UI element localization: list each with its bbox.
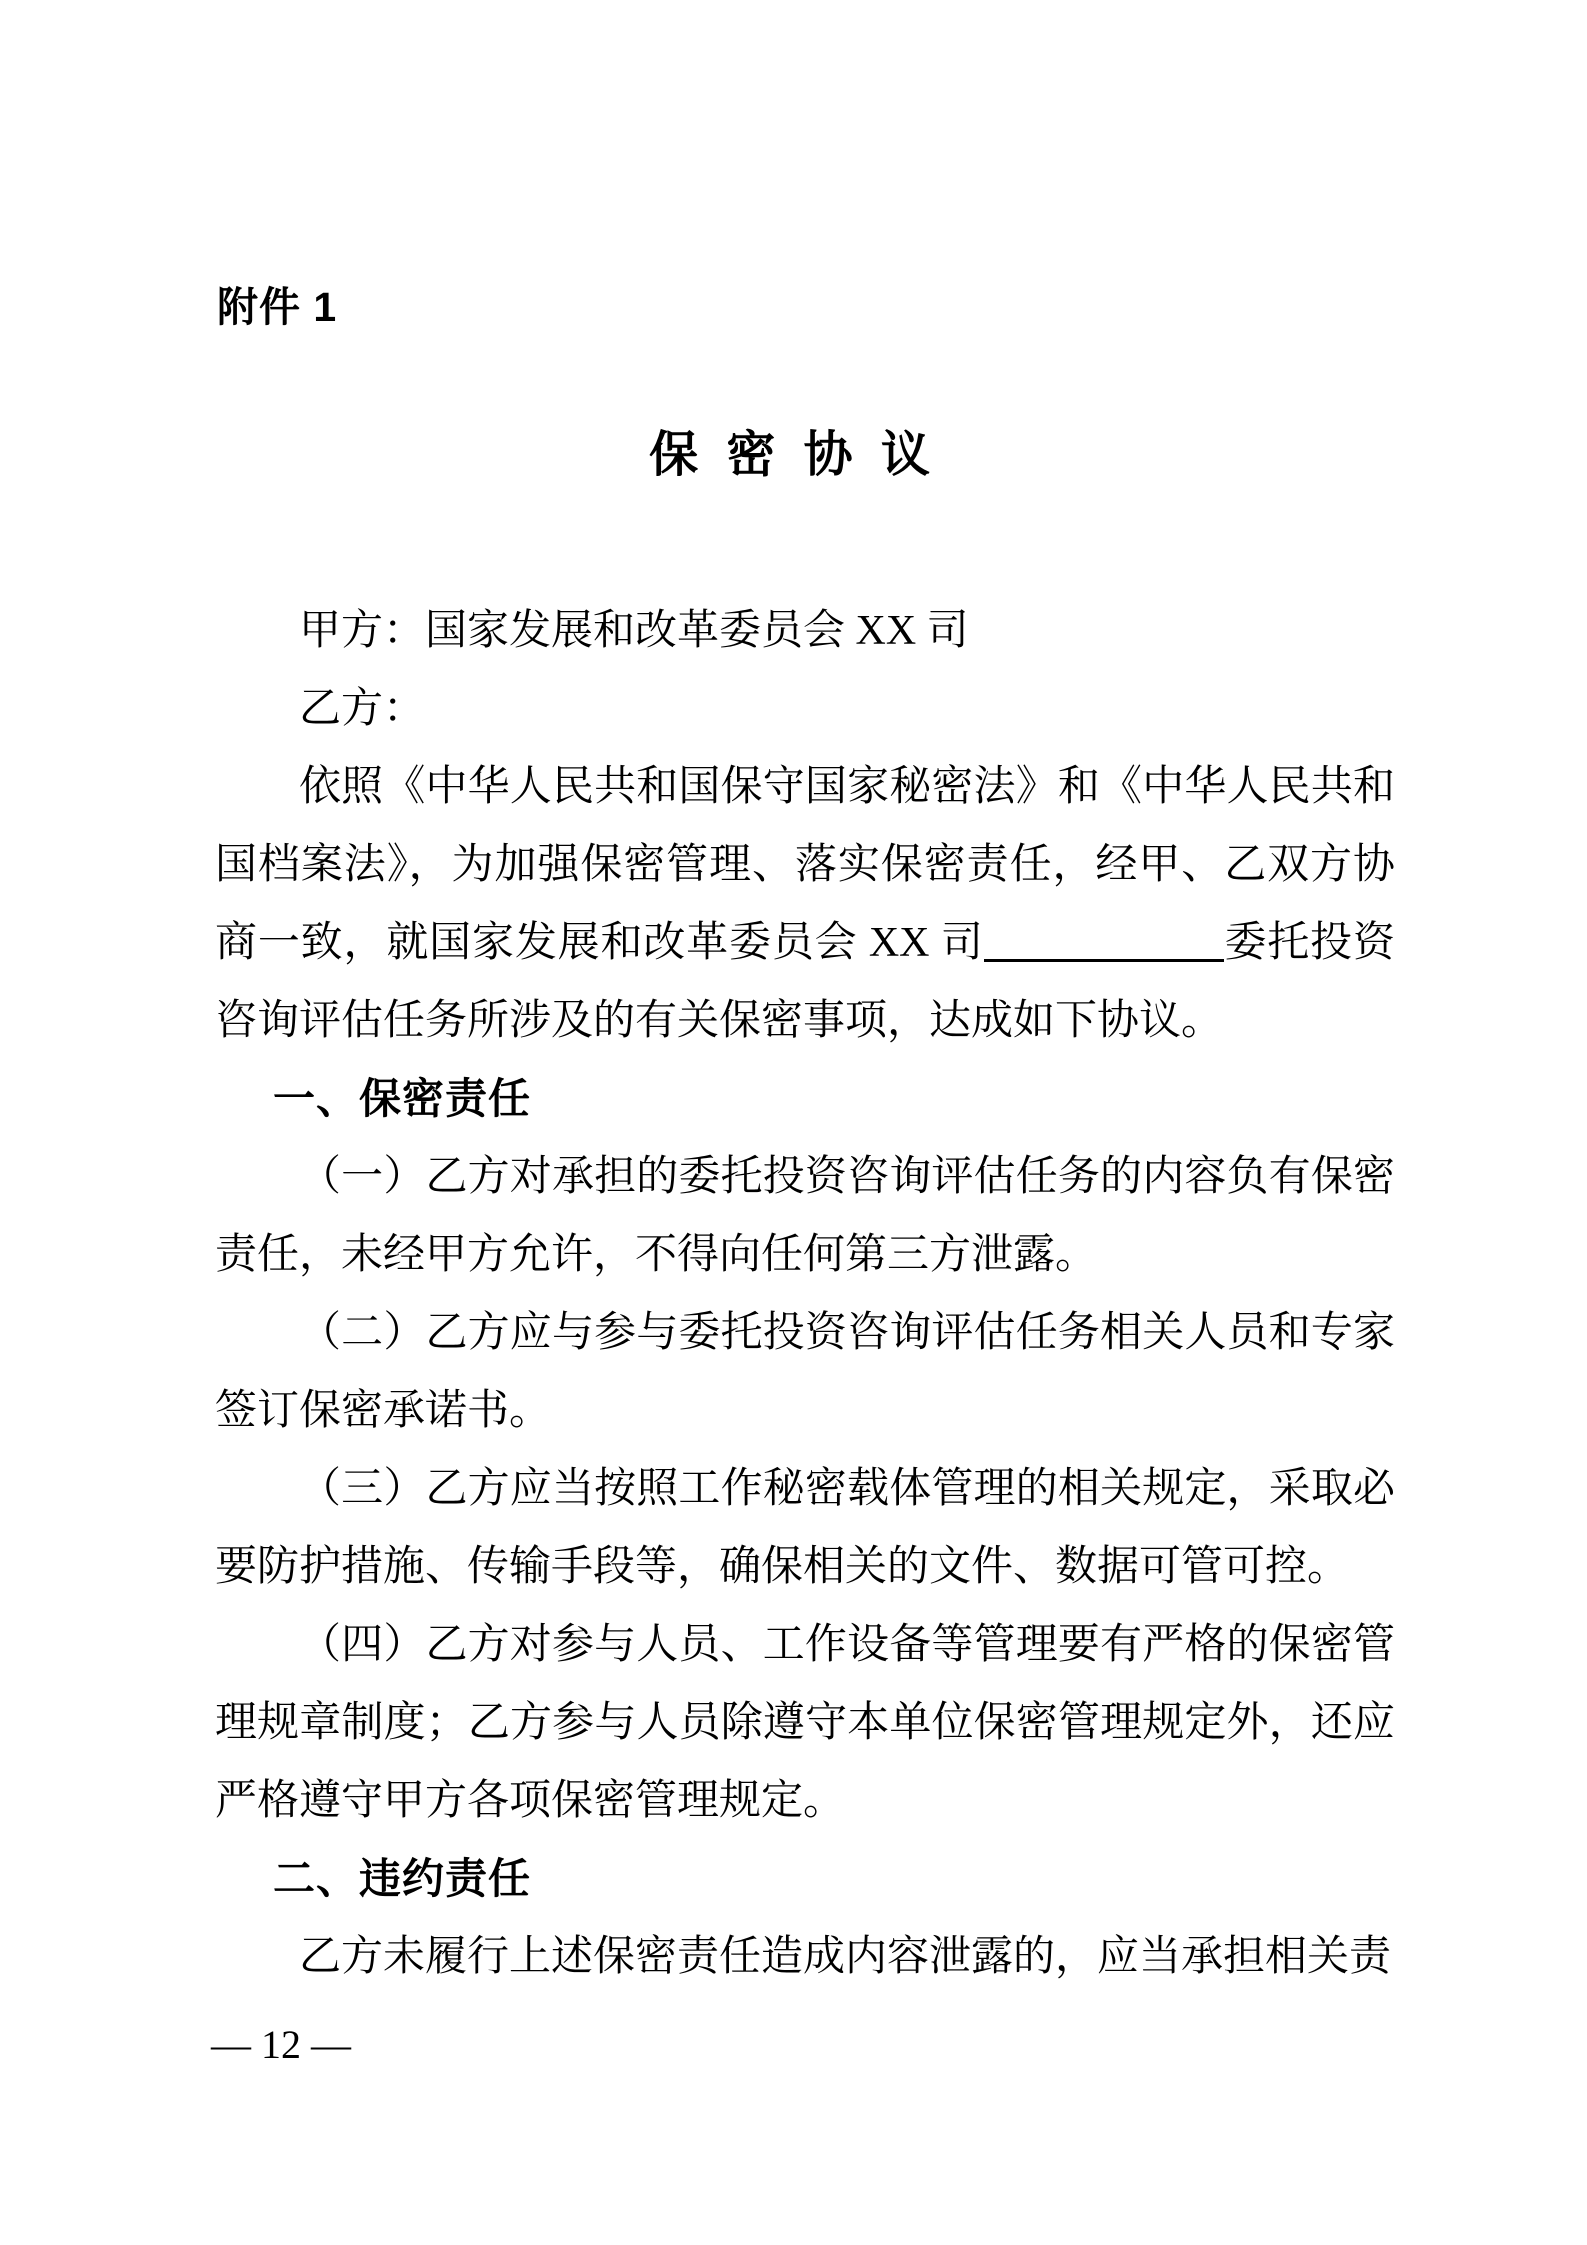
party-a-line: 甲方：国家发展和改革委员会 XX 司 (299, 608, 969, 654)
document-body (215, 592, 1395, 1996)
attachment-label: 附件 1 (217, 284, 338, 330)
section-2-clause-1: 乙方未履行上述保密责任造成内容泄露的，应当承担相关责 (299, 1934, 1392, 1980)
section-1-clause-2: （二）乙方应与参与委托投资咨询评估任务相关人员和专家签订保密承诺书。 (215, 1310, 1395, 1434)
section-1-clause-1: （一）乙方对承担的委托投资咨询评估任务的内容负有保密责任，未经甲方允许，不得向任何第三方泄露。 (215, 1154, 1395, 1278)
document-title: 保 密 协 议 (649, 427, 938, 482)
intro-text-before-blank: 依照《中华人民共和国保守国家秘密法》和《中华人民共和国档案法》，为加强保密管理、落实保密责任，经甲、乙双方协商一致，就国家发展和改革委员会 XX 司 (215, 764, 1395, 966)
section-1-clause-4: （四）乙方对参与人员、工作设备等管理要有严格的保密管理规章制度；乙方参与人员除遵守本单位保密管理规定外，还应严格遵守甲方各项保密管理规定。 (215, 1622, 1395, 1824)
fill-in-blank-underline (984, 919, 1224, 962)
section-1-heading: 一、保密责任 (272, 1075, 531, 1122)
intro-text-after-blank: 委托投资咨询评估任务所涉及的有关保密事项，达成如下协议。 (215, 920, 1395, 1044)
intro-paragraph (215, 748, 1395, 1060)
section-1-clause-3: （三）乙方应当按照工作秘密载体管理的相关规定，采取必要防护措施、传输手段等，确保相关的文件、数据可管可控。 (215, 1466, 1395, 1590)
section-2-heading: 二、违约责任 (272, 1855, 531, 1902)
party-b-line: 乙方： (299, 686, 426, 732)
page-number: — 12 — (211, 2022, 351, 2067)
